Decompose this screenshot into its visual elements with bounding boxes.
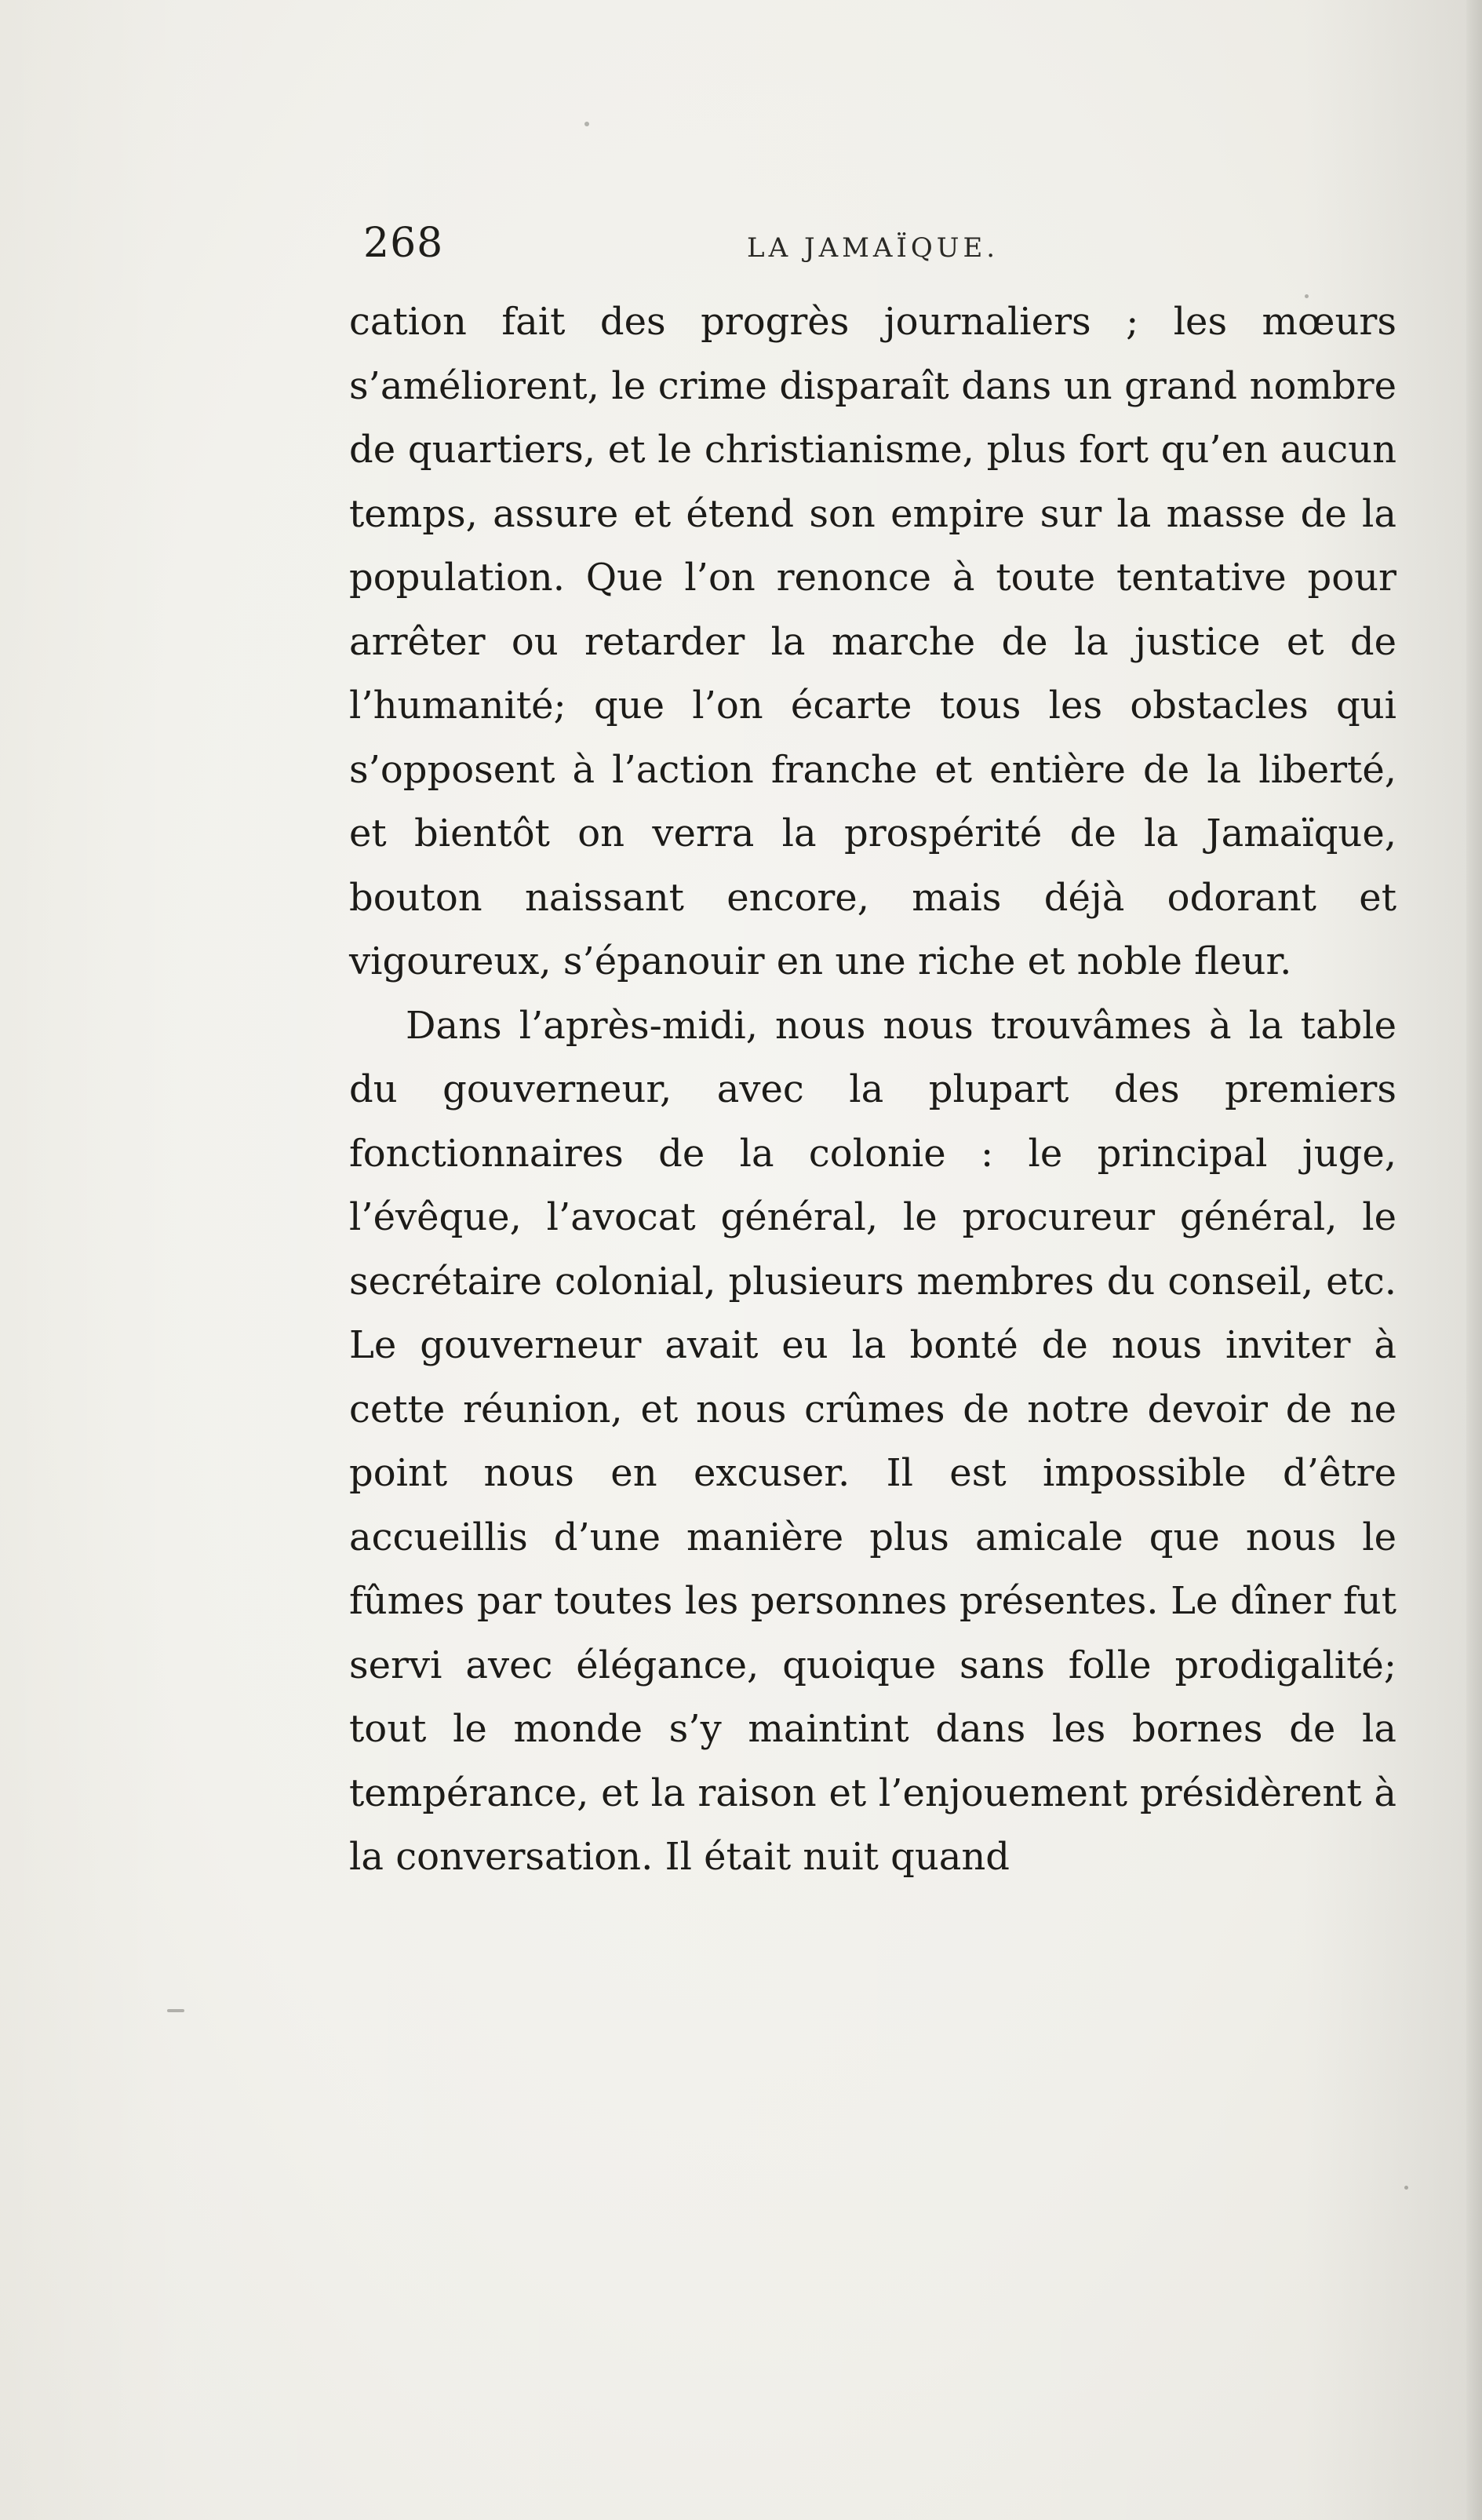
body-text bbox=[349, 290, 1396, 1890]
paragraph-dinner: Dans l’après-midi, nous nous trouvâmes à la table du gouverneur, avec la plupart des premiers fonctionnaires de la colonie : le principal juge, l’évêque, l’avocat général, le procureur général, le secrétaire colonial, plusieurs membres du conseil, etc. Le gouverneur avait eu la bonté de nous inviter à cette réunion, et nous crûmes de notre devoir de ne point nous en excuser. Il est impossible d’être accueillis d’une manière plus amicale que nous le fûmes par toutes les personnes présentes. Le dîner fut servi avec élégance, quoique sans folle prodigalité; tout le monde s’y maintint dans les bornes de la tempérance, et la raison et l’enjouement présidèrent à la conversation. Il était nuit quand bbox=[349, 1003, 1396, 1879]
paper-speck bbox=[1404, 2186, 1408, 2190]
page-text-block bbox=[349, 220, 1396, 1890]
paragraph-continuation: cation fait des progrès journaliers ; les mœurs s’améliorent, le crime disparaît dans un grand nombre de quartiers, et le christianisme, plus fort qu’en aucun temps, assure et étend son empire sur la masse de la population. Que l’on renonce à toute tentative pour arrêter ou retarder la marche de la justice et de l’humanité; que l’on écarte tous les obstacles qui s’opposent à l’action franche et entière de la liberté, et bientôt on verra la prospérité de la Jamaïque, bouton naissant encore, mais déjà odorant et vigoureux, s’épanouir en une riche et noble fleur. bbox=[349, 300, 1396, 983]
page-header bbox=[349, 220, 1396, 290]
paper-speck bbox=[584, 122, 589, 126]
paper-speck bbox=[167, 2009, 184, 2012]
page-edge-shadow bbox=[1466, 0, 1482, 2520]
page-number: 268 bbox=[363, 220, 444, 267]
running-head: LA JAMAÏQUE. bbox=[747, 232, 1000, 264]
